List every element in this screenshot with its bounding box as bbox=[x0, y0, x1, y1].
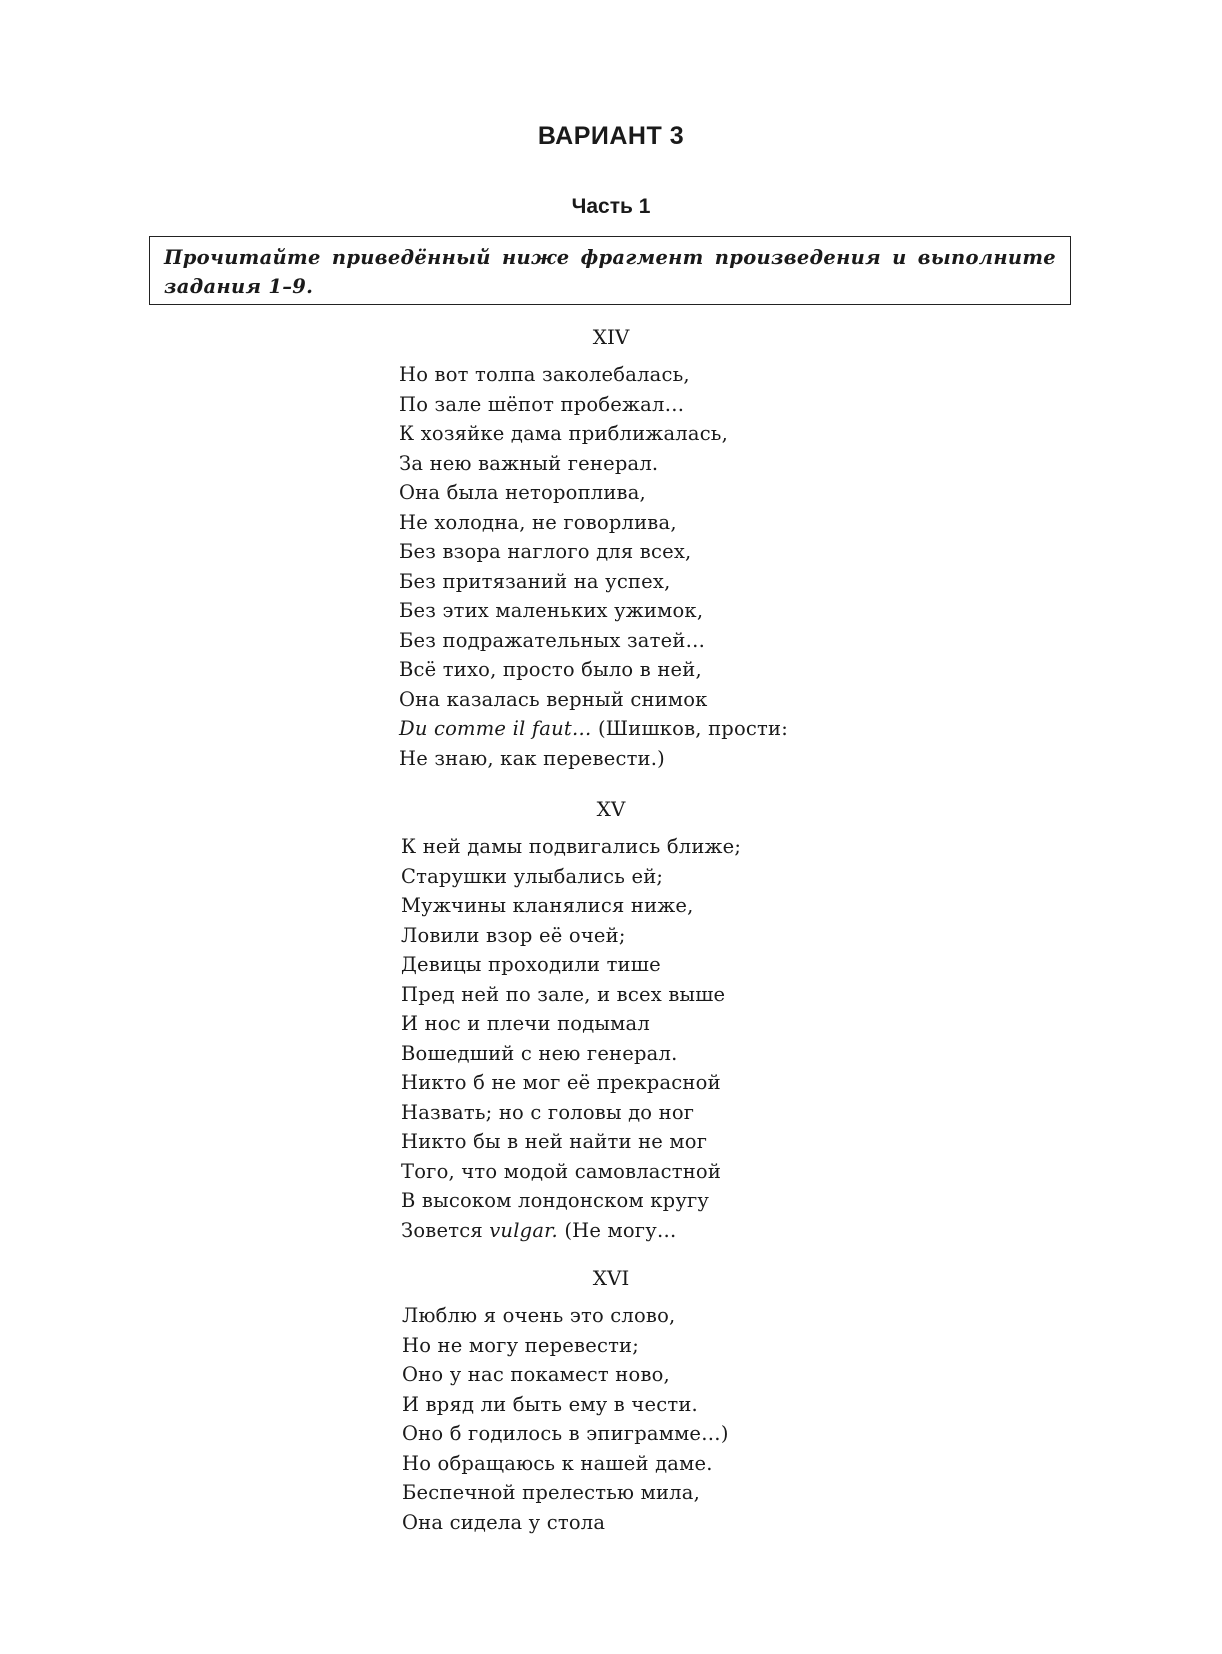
verse-line: Мужчины кланялися ниже, bbox=[401, 894, 694, 917]
verse-line bbox=[401, 1216, 741, 1246]
verse-line: Никто б не мог её прекрасной bbox=[401, 1071, 721, 1094]
verse-line: Оно б годилось в эпиграмме…) bbox=[402, 1422, 729, 1445]
verse-line: И нос и плечи подымал bbox=[401, 1012, 650, 1035]
verse-line: Старушки улыбались ей; bbox=[401, 864, 664, 888]
verse-line: Беспечной прелестью мила, bbox=[402, 1481, 700, 1504]
verse-line: К хозяйке дама приближалась, bbox=[399, 422, 729, 445]
verse-line: Всё тихо, просто было в ней, bbox=[399, 658, 702, 681]
verse-line: Но обращаюсь к нашей даме. bbox=[402, 1451, 713, 1475]
verse-line: По зале шёпот пробежал… bbox=[399, 392, 685, 416]
stanza-number-xiv: XIV bbox=[592, 325, 630, 349]
english-word: vulgar. bbox=[489, 1218, 558, 1242]
verse-line: Того, что модой самовластной bbox=[401, 1159, 722, 1183]
verse-line: Вошедший с нею генерал. bbox=[401, 1041, 678, 1065]
instruction-box bbox=[149, 236, 1071, 305]
verse-line: Она казалась верный снимок bbox=[399, 687, 708, 711]
verse-line: Без этих маленьких ужимок, bbox=[399, 599, 704, 622]
verse-line: Пред ней по зале, и всех выше bbox=[401, 982, 726, 1006]
verse-line: Люблю я очень это слово, bbox=[402, 1304, 676, 1327]
verse-line: Она была нетороплива, bbox=[399, 481, 646, 504]
verse-line: Не знаю, как перевести.) bbox=[399, 746, 665, 770]
variant-title: ВАРИАНТ 3 bbox=[537, 122, 685, 150]
verse-line: К ней дамы подвигались ближе; bbox=[401, 835, 742, 858]
verse-line: Но вот толпа заколебалась, bbox=[399, 363, 690, 386]
verse-line: Оно у нас покамест ново, bbox=[402, 1363, 670, 1386]
verse-line-rest: (Шишков, прости: bbox=[591, 717, 788, 740]
verse-line: В высоком лондонском кругу bbox=[401, 1189, 710, 1212]
verse-line: За нею важный генерал. bbox=[399, 451, 659, 475]
verse-line-start: Зовется bbox=[401, 1218, 490, 1242]
verse-line: Назвать; но с головы до ног bbox=[401, 1100, 695, 1124]
verse-line bbox=[399, 714, 788, 744]
verse-line: Никто бы в ней найти не мог bbox=[401, 1130, 708, 1153]
stanza-number-xv: XV bbox=[596, 797, 626, 821]
verse-line: Без подражательных затей… bbox=[399, 628, 706, 652]
stanza-xiv bbox=[399, 360, 788, 773]
verse-line: Но не могу перевести; bbox=[402, 1333, 640, 1357]
verse-line: Без притязаний на успех, bbox=[399, 569, 671, 593]
verse-line-end: (Не могу… bbox=[557, 1218, 677, 1242]
stanza-xvi bbox=[402, 1301, 729, 1537]
part-title: Часть 1 bbox=[571, 195, 651, 218]
verse-line: Не холодна, не говорлива, bbox=[399, 510, 677, 534]
verse-line: Ловили взор её очей; bbox=[401, 923, 626, 947]
stanza-number-xvi: XVI bbox=[592, 1266, 630, 1290]
french-phrase: Du comme il faut… bbox=[399, 717, 592, 740]
verse-line: Без взора наглого для всех, bbox=[399, 540, 692, 563]
verse-line: И вряд ли быть ему в чести. bbox=[402, 1392, 698, 1416]
verse-line: Девицы проходили тише bbox=[401, 953, 661, 976]
stanza-xv bbox=[401, 832, 741, 1245]
instruction-text: Прочитайте приведённый ниже фрагмент произведения и выполните задания 1–9. bbox=[164, 246, 1056, 298]
verse-line: Она сидела у стола bbox=[402, 1510, 606, 1534]
